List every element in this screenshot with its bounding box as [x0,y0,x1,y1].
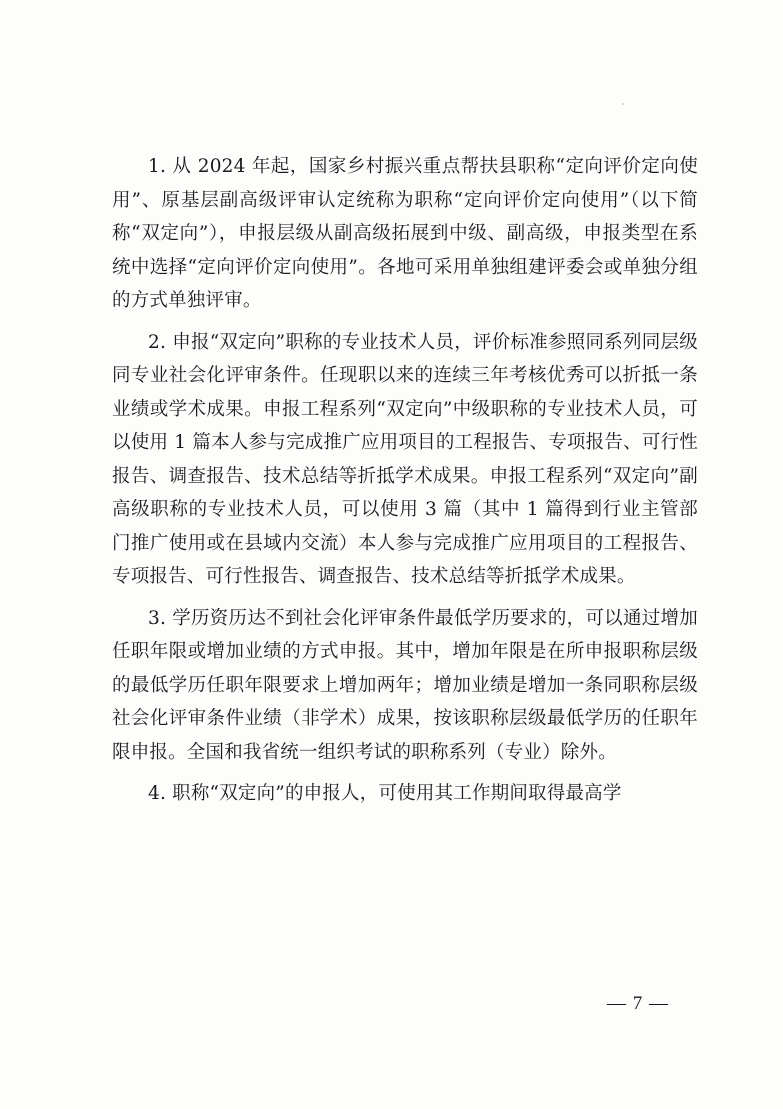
document-body [112,150,698,819]
paragraph-3: 3. 学历资历达不到社会化评审条件最低学历要求的，可以通过增加任职年限或增加业绩的方式申报。其中，增加年限是在所申报职称层级的最低学历任职年限要求上增加两年；增加业绩是增加一条同职称层级社会化评审条件业绩（非学术）成果，按该职称层级最低学历的任职年限申报。全国和我省统一组织考试的职称系列（专业）除外。 [112,607,698,763]
paragraph-2: 2. 申报“双定向”职称的专业技术人员，评价标准参照同系列同层级同专业社会化评审条件。任现职以来的连续三年考核优秀可以折抵一条业绩或学术成果。申报工程系列“双定向”中级职称的专业技术人员，可以使用 1 篇本人参与完成推广应用项目的工程报告、专项报告、可行性报告、调查报告、技术总结等折抵学术成果。申报工程系列“双定向”副高级职称的专业技术人员，可以使用 3 篇（其中 1 篇得到行业主管部门推广使用或在县域内交流）本人参与完成推广应用项目的工程报告、专项报告、可行性报告、调查报告、技术总结等折抵学术成果。 [112,331,698,587]
page-number: — 7 — [607,993,669,1014]
scan-speck [622,103,624,105]
paragraph-4: 4. 职称“双定向”的申报人，可使用其工作期间取得最高学 [148,783,622,804]
paragraph-1: 1. 从 2024 年起，国家乡村振兴重点帮扶县职称“定向评价定向使用”、原基层副高级评审认定统称为职称“定向评价定向使用”（以下简称“双定向”），申报层级从副高级拓展到中级、副高级，申报类型在系统中选择“定向评价定向使用”。各地可采用单独组建评委会或单独分组的方式单独评审。 [112,156,698,311]
